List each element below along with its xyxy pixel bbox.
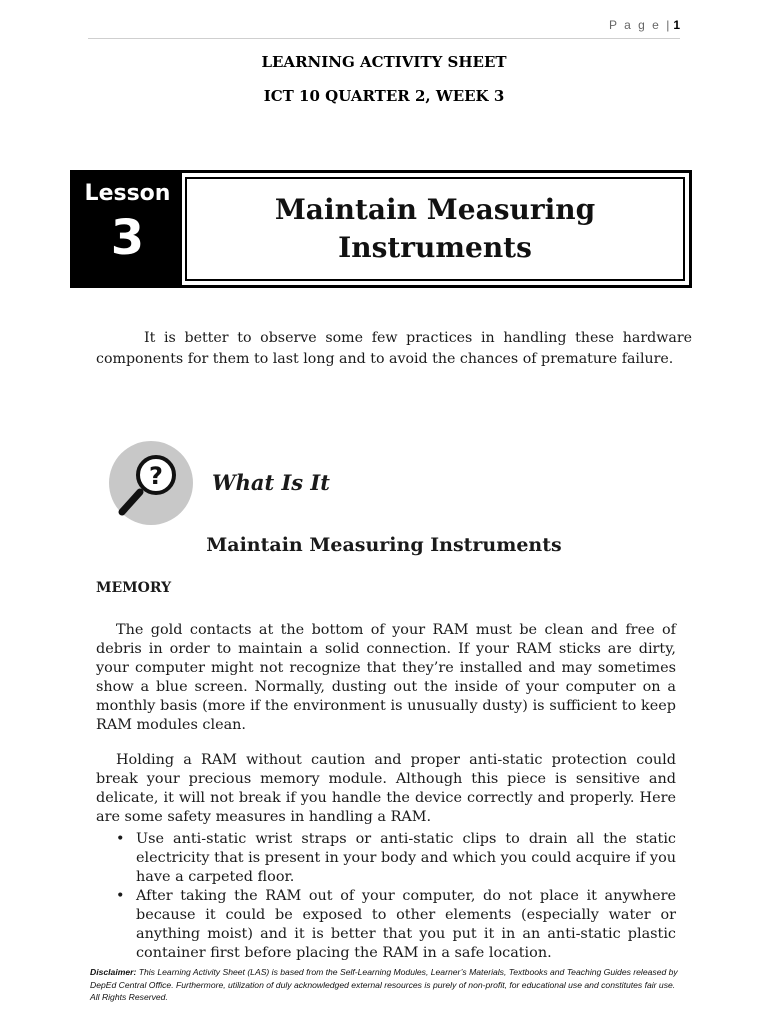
lesson-badge [73, 173, 182, 285]
page-label: P a g e | [609, 18, 672, 32]
sheet-subtitle: ICT 10 QUARTER 2, WEEK 3 [263, 87, 505, 105]
list-item-text: After taking the RAM out of your computer, do not place it anywhere because it could be exposed to other elements (especially water or anything moist) and it is better that you put it in an anti-static plastic container first before placing the RAM in a safe location. [136, 888, 676, 961]
disclaimer-text: This Learning Activity Sheet (LAS) is based from the Self-Learning Modules, Learner’s Materials, Textbooks and Teaching Guides released by DepEd Central Office. Furthermore, utilization of duly acknowledged external resources is purely of non-profit, for educational use and constitutes fair use. All Rights Reserved. [90, 967, 678, 1002]
memory-paragraph-1 [96, 621, 676, 735]
disclaimer-label: Disclaimer: [90, 967, 137, 977]
disclaimer [90, 966, 680, 1004]
list-item: • Use anti-static wrist straps or anti-static clips to drain all the static electricity that is present in your body and which you could acquire if you have a carpeted floor. [116, 831, 676, 885]
intro-paragraph [96, 328, 692, 370]
svg-text:?: ? [149, 462, 163, 490]
page-header [88, 18, 680, 39]
list-item-text: Use anti-static wrist straps or anti-static clips to drain all the static electricity that is present in your body and which you could acquire if you have a carpeted floor. [136, 831, 676, 885]
memory-heading: MEMORY [96, 580, 172, 596]
section-title: Maintain Measuring Instruments [206, 534, 562, 556]
memory-paragraph-2 [96, 751, 676, 827]
safety-measures-list [96, 830, 676, 963]
lesson-number: 3 [110, 210, 145, 266]
memory-paragraph-1-text: The gold contacts at the bottom of your RAM must be clean and free of debris in order to maintain a solid connection. If your RAM sticks are dirty, your computer might not recognize that they’re installed and may sometimes show a blue screen. Normally, dusting out the inside of your computer on a monthly basis (more if the environment is unusually dusty) is sufficient to keep RAM modules clean. [96, 622, 676, 733]
sheet-title: LEARNING ACTIVITY SHEET [261, 53, 507, 71]
intro-text: It is better to observe some few practices in handling these hardware components for them to last long and to avoid the chances of premature failure. [96, 330, 692, 367]
what-is-it-label: What Is It [212, 470, 330, 495]
lesson-word: Lesson [84, 181, 171, 206]
magnifier-question-icon [108, 440, 194, 526]
lesson-title: Maintain Measuring Instruments [274, 193, 596, 264]
lesson-banner [70, 170, 692, 288]
list-item: • After taking the RAM out of your computer, do not place it anywhere because it could be exposed to other elements (especially water or anything moist) and it is better that you put it in an anti-static plastic container first before placing the RAM in a safe location. [116, 888, 676, 961]
memory-paragraph-2-text: Holding a RAM without caution and proper anti-static protection could break your precious memory module. Although this piece is sensitive and delicate, it will not break if you handle the device correctly and properly. Here are some safety measures in handling a RAM. [96, 752, 676, 825]
page-number: 1 [673, 18, 680, 32]
lesson-title-frame [185, 177, 685, 281]
